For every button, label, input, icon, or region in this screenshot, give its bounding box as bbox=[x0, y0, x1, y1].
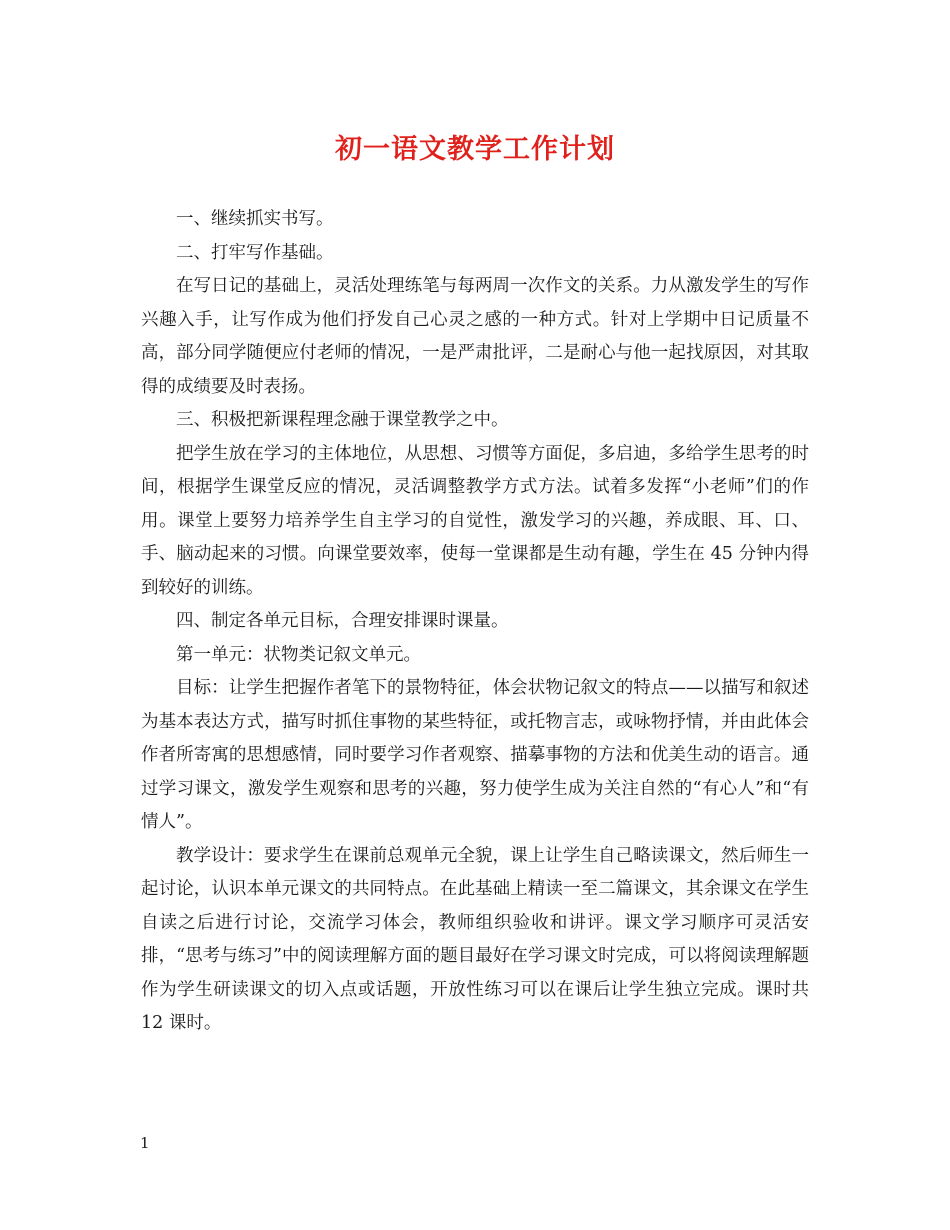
paragraph: 三、积极把新课程理念融于课堂教学之中。 bbox=[176, 410, 509, 430]
paragraph: 目标：让学生把握作者笔下的景物特征，体会状物记叙文的特点——以描写和叙述为基本表达方式，描写时抓住事物的某些特征，或托物言志，或咏物抒情，并由此体会作者所寄寓的思想感情，同时要学习作者观察、描摹事物的方法和优美生动的语言。通过学习课文，激发学生观察和思考的兴趣，努力使学生成为关注自然的“有心人”和“有情人”。 bbox=[141, 678, 809, 832]
paragraph: 在写日记的基础上，灵活处理练笔与每两周一次作文的关系。力从激发学生的写作兴趣入手，让写作成为他们抒发自己心灵之感的一种方式。针对上学期中日记质量不高，部分同学随便应付老师的情况，一是严肃批评，二是耐心与他一起找原因，对其取得的成绩要及时表扬。 bbox=[141, 276, 809, 397]
document-body bbox=[141, 203, 809, 1041]
paragraph: 教学设计：要求学生在课前总观单元全貌，课上让学生自己略读课文，然后师生一起讨论，认识本单元课文的共同特点。在此基础上精读一至二篇课文，其余课文在学生自读之后进行讨论，交流学习体会，教师组织验收和讲评。课文学习顺序可灵活安排，“思考与练习”中的阅读理解方面的题目最好在学习课文时完成，可以将阅读理解题作为学生研读课文的切入点或话题，开放性练习可以在课后让学生独立完成。课时共 12 课时。 bbox=[141, 845, 809, 1033]
paragraph: 四、制定各单元目标，合理安排课时课量。 bbox=[176, 611, 509, 631]
paragraph: 一、继续抓实书写。 bbox=[176, 209, 334, 229]
page-number: 1 bbox=[140, 1134, 150, 1152]
paragraph: 第一单元：状物类记叙文单元。 bbox=[176, 644, 421, 665]
document-title: 初一语文教学工作计划 bbox=[335, 134, 615, 165]
paragraph: 二、打牢写作基础。 bbox=[176, 242, 334, 263]
paragraph: 把学生放在学习的主体地位，从思想、习惯等方面促，多启迪，多给学生思考的时间，根据学生课堂反应的情况，灵活调整教学方式方法。试着多发挥“小老师”们的作用。课堂上要努力培养学生自主学习的自觉性，激发学习的兴趣，养成眼、耳、口、手、脑动起来的习惯。向课堂要效率，使每一堂课都是生动有趣，学生在 45 分钟内得到较好的训练。 bbox=[141, 443, 809, 598]
